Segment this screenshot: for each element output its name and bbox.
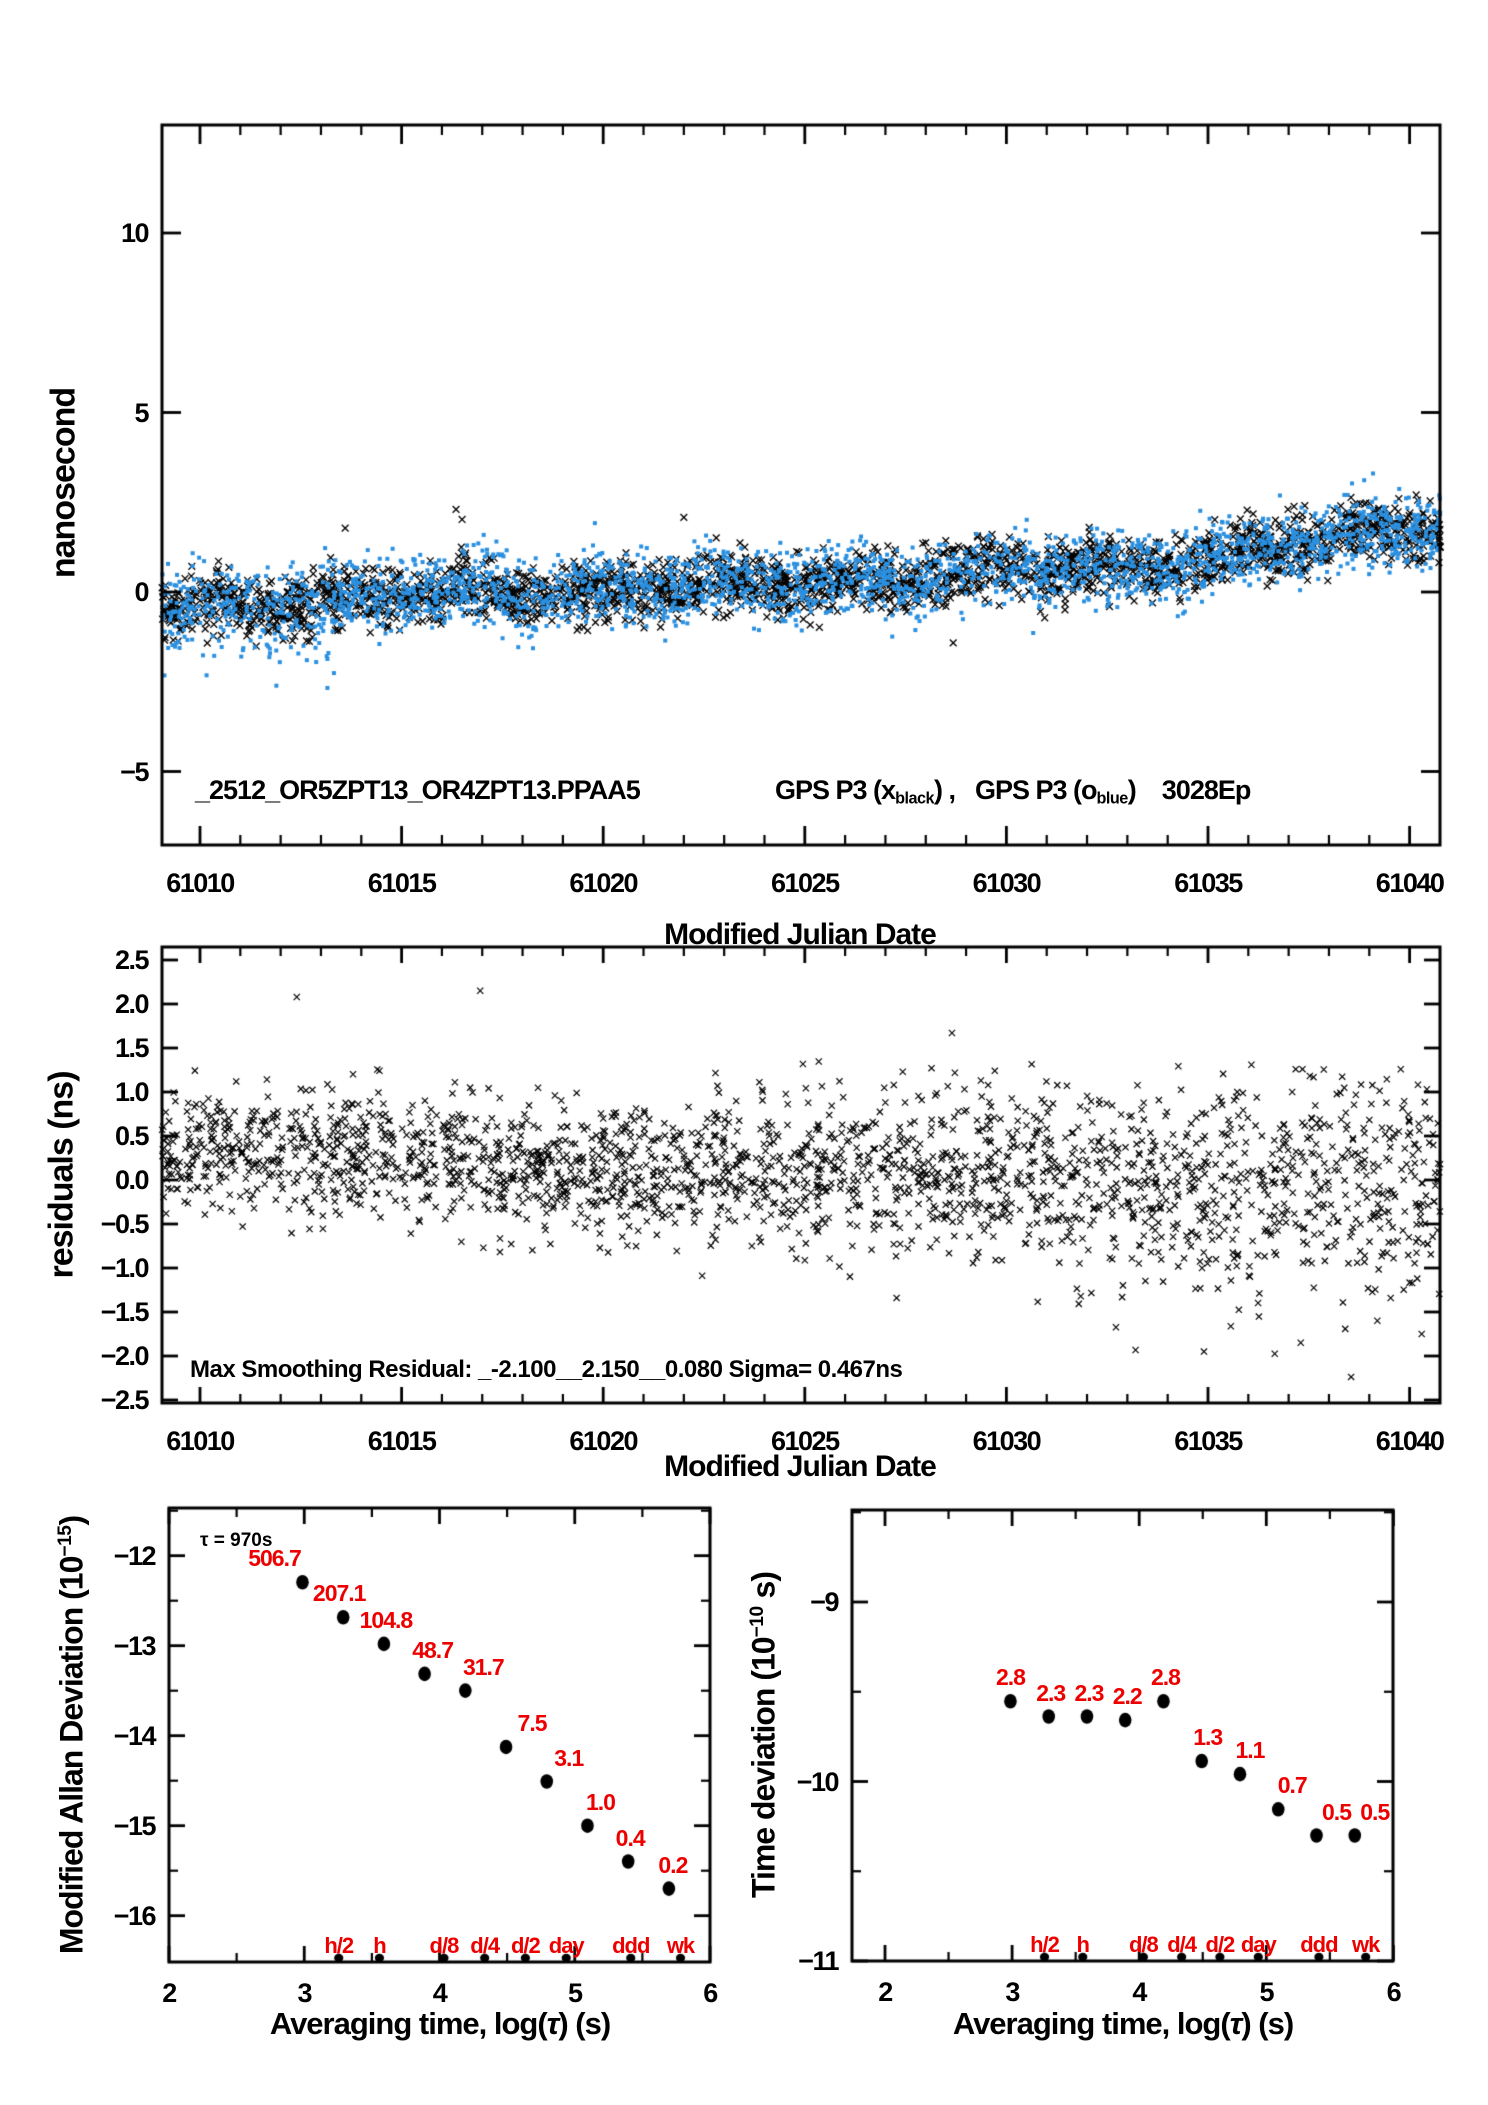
x-tick-label: 61035 [1174, 868, 1242, 898]
x-tick-label: 4 [1132, 1977, 1146, 2007]
y-tick-label: 2.5 [114, 945, 148, 975]
time-marker-label: d/2 [1205, 1932, 1235, 1957]
point-value-label: 0.7 [1277, 1772, 1307, 1799]
y-tick-label: 0.0 [114, 1165, 148, 1195]
y-tick-label: −13 [113, 1630, 155, 1661]
time-marker-label: h/2 [1030, 1932, 1059, 1957]
point-value-label: 506.7 [248, 1545, 301, 1572]
time-marker-label: ddd [612, 1933, 650, 1958]
x-tick-label: 61020 [569, 1426, 637, 1456]
x-tick-label: 3 [1005, 1977, 1019, 2007]
point-value-label: 1.3 [1193, 1724, 1223, 1751]
x-tick-label: 2 [162, 1978, 176, 2008]
time-marker-label: h [373, 1933, 386, 1958]
time-marker-label: d/4 [470, 1933, 500, 1958]
x-tick-label: 61015 [367, 1426, 436, 1456]
y-tick-label: −15 [113, 1810, 155, 1841]
y-tick-label: −10 [796, 1766, 838, 1797]
top-title-gps [775, 775, 1250, 809]
y-tick-label: 0.5 [114, 1121, 148, 1151]
x-tick-label: 5 [567, 1978, 582, 2008]
mdev-y-title-sup: −15 [54, 1525, 76, 1557]
y-tick-label: −12 [113, 1540, 155, 1571]
gps-black-label: GPS P3 (x [775, 775, 896, 805]
time-marker-label: day [1240, 1932, 1276, 1957]
time-marker-label: d/8 [1128, 1932, 1158, 1957]
time-marker-label: day [548, 1933, 584, 1958]
tdev-y-title-sup: −10 [746, 1606, 768, 1638]
x-tick-label: 61020 [569, 868, 637, 898]
x-tick-label: 3 [297, 1978, 312, 2008]
x-tick-label: 61030 [972, 868, 1041, 898]
y-tick-label: 10 [120, 218, 148, 248]
tau-symbol: τ [1229, 2006, 1242, 2041]
x-tick-label: 61040 [1375, 1426, 1444, 1456]
gps-black-subscript: black [895, 789, 934, 808]
tdev-y-title-text: Time deviation (10 [745, 1637, 782, 1899]
point-value-label: 7.5 [517, 1709, 547, 1736]
x-tick-label: 2 [878, 1977, 892, 2007]
x-tick-label: 61030 [972, 1426, 1041, 1456]
x-tick-label: 5 [1259, 1977, 1274, 2007]
point-value-label: 2.8 [1150, 1664, 1180, 1691]
y-tick-label: −16 [113, 1900, 155, 1931]
point-value-label: 2.2 [1112, 1683, 1142, 1710]
time-marker-label: ddd [1300, 1932, 1338, 1957]
point-value-label: 3.1 [554, 1744, 584, 1771]
point-value-label: 104.8 [359, 1606, 413, 1633]
y-tick-label: 2.0 [114, 989, 148, 1019]
point-value-label: 2.3 [1074, 1679, 1104, 1706]
time-marker-label: wk [666, 1933, 695, 1958]
top-title-file: _2512_OR5ZPT13_OR4ZPT13.PPAA5 [195, 775, 640, 805]
tau-note: τ = 970s [200, 1530, 273, 1551]
y-tick-label: −14 [113, 1720, 155, 1751]
y-tick-label: −1.5 [100, 1297, 148, 1327]
mdev-x-axis-title [270, 2006, 610, 2042]
tdev-y-title-close: s) [745, 1571, 782, 1607]
y-tick-label: 1.0 [114, 1077, 148, 1107]
y-tick-label: 5 [134, 397, 148, 428]
point-value-label: 0.2 [658, 1851, 688, 1878]
point-value-label: 31.7 [462, 1653, 504, 1680]
tau-symbol: τ [546, 2006, 559, 2041]
gps-black-close: ) , [933, 775, 955, 805]
residual-x-axis-title: Modified Julian Date [664, 1450, 936, 1483]
time-marker-label: wk [1352, 1932, 1380, 1957]
time-marker-label: h/2 [324, 1933, 354, 1958]
station-code: 3028Ep [1161, 775, 1251, 805]
mdev-y-title-close: ) [53, 1515, 90, 1526]
y-tick-label: −1.0 [100, 1253, 148, 1283]
tdev-y-axis-title [746, 1572, 783, 1898]
time-marker-label: d/8 [429, 1933, 459, 1958]
x-tick-label: 61025 [771, 1426, 839, 1456]
tdev-x-title-text: Averaging time, log( [952, 2006, 1230, 2041]
y-tick-label: −9 [810, 1587, 838, 1617]
point-value-label: 1.1 [1235, 1737, 1265, 1764]
y-tick-label: −2.5 [100, 1385, 148, 1415]
point-value-label: 2.3 [1036, 1679, 1066, 1706]
point-value-label: 0.4 [615, 1824, 645, 1851]
time-marker-label: d/4 [1167, 1932, 1197, 1957]
time-marker-label: h [1076, 1932, 1089, 1957]
y-tick-label: −0.5 [100, 1209, 148, 1239]
tdev-x-axis-title [953, 2006, 1293, 2042]
y-tick-label: −2.0 [100, 1341, 148, 1371]
x-tick-label: 6 [1386, 1977, 1401, 2007]
top-y-axis-title: nanosecond [44, 387, 83, 579]
x-tick-label: 61010 [166, 868, 234, 898]
x-tick-label: 61035 [1174, 1426, 1242, 1456]
gps-blue-close: ) [1127, 775, 1136, 805]
residual-y-axis-title: residuals (ns) [42, 1071, 81, 1279]
y-tick-label: 1.5 [114, 1033, 148, 1063]
mdev-x-title-text: Averaging time, log( [269, 2006, 547, 2041]
time-marker-label: d/2 [510, 1933, 540, 1958]
gps-blue-label: GPS P3 (o [974, 775, 1097, 805]
point-value-label: 1.0 [585, 1788, 615, 1815]
top-x-axis-title: Modified Julian Date [664, 918, 936, 951]
point-value-label: 207.1 [312, 1580, 366, 1607]
mdev-y-title-text: Modified Allan Deviation (10 [53, 1556, 90, 1955]
x-tick-label: 4 [432, 1978, 447, 2008]
point-value-label: 48.7 [412, 1636, 453, 1663]
mdev-x-title-close: ) (s) [558, 2006, 611, 2041]
point-value-label: 2.8 [995, 1664, 1025, 1691]
x-tick-label: 61025 [771, 868, 839, 898]
tdev-x-title-close: ) (s) [1241, 2006, 1294, 2041]
point-value-label: 0.5 [1322, 1798, 1351, 1825]
x-tick-label: 61015 [367, 868, 436, 898]
y-tick-label: −5 [120, 756, 148, 787]
x-tick-label: 61040 [1375, 868, 1444, 898]
point-value-label: 0.5 [1360, 1798, 1390, 1825]
x-tick-label: 61010 [166, 1426, 234, 1456]
max-smoothing-residual-annotation: Max Smoothing Residual: _-2.100__2.150__0.080 Sigma= 0.467ns [190, 1356, 903, 1383]
y-tick-label: −11 [798, 1946, 838, 1976]
x-tick-label: 6 [703, 1978, 717, 2008]
y-tick-label: 0 [134, 577, 148, 607]
gps-blue-subscript: blue [1096, 789, 1128, 808]
